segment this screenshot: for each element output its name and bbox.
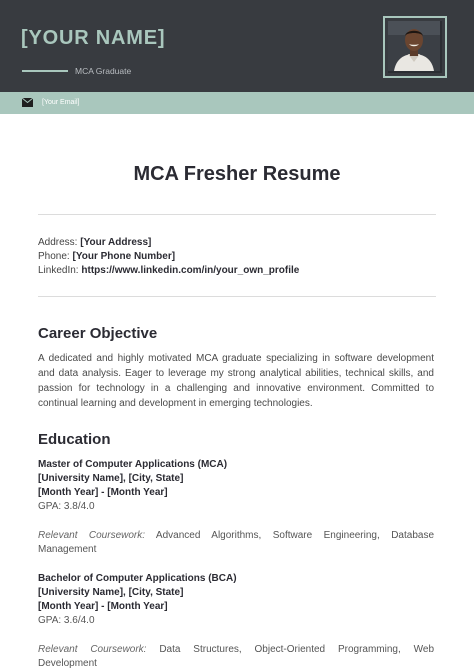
candidate-subtitle: MCA Graduate (75, 66, 132, 76)
degree-dates: [Month Year] - [Month Year] (38, 487, 168, 498)
address-value: [Your Address] (80, 237, 152, 248)
coursework-label: Relevant Coursework: (38, 530, 146, 541)
coursework-list: Data Structures, Object-Oriented Programming, Web Development (38, 644, 435, 669)
gpa-text: GPA: 3.6/4.0 (38, 615, 95, 626)
divider (38, 214, 436, 215)
university-name: [University Name], [City, State] (38, 587, 184, 598)
degree-title: Bachelor of Computer Applications (BCA) (38, 573, 237, 584)
profile-photo-frame (383, 16, 447, 78)
coursework-label: Relevant Coursework: (38, 644, 147, 655)
email-text[interactable]: [Your Email] (42, 99, 80, 106)
coursework-list: Advanced Algorithms, Software Engineering, Database Management (38, 530, 435, 555)
linkedin-value[interactable]: https://www.linkedin.com/in/your_own_profile (81, 265, 300, 276)
person-avatar-icon (388, 21, 440, 71)
mail-icon (22, 98, 33, 107)
phone-value: [Your Phone Number] (72, 251, 176, 262)
education-heading: Education (38, 431, 111, 448)
linkedin-line (38, 264, 299, 278)
university-name: [University Name], [City, State] (38, 473, 184, 484)
coursework-text (38, 529, 434, 557)
career-objective-text: A dedicated and highly motivated MCA graduate specializing in software development and data analysis. Eager to leverage my strong analytical abilities, technical skills, and passion for technology in a challenging and innovative environment. Committed to continual learning and development in emerging technologies. (38, 353, 434, 409)
degree-dates: [Month Year] - [Month Year] (38, 601, 168, 612)
resume-header (0, 0, 474, 92)
gpa-text: GPA: 3.8/4.0 (38, 501, 95, 512)
address-line (38, 236, 151, 250)
header-accent-line (22, 70, 68, 72)
resume-title: MCA Fresher Resume (133, 163, 341, 185)
degree-title: Master of Computer Applications (MCA) (38, 459, 228, 470)
avatar-photo (388, 21, 442, 73)
linkedin-label: LinkedIn: (38, 265, 79, 276)
phone-label: Phone: (38, 251, 70, 262)
contact-bar (0, 92, 474, 114)
coursework-text (38, 643, 434, 671)
candidate-name: [YOUR NAME] (21, 27, 166, 49)
divider (38, 296, 436, 297)
career-objective-heading: Career Objective (38, 325, 158, 342)
phone-line (38, 250, 175, 264)
address-label: Address: (38, 237, 78, 248)
